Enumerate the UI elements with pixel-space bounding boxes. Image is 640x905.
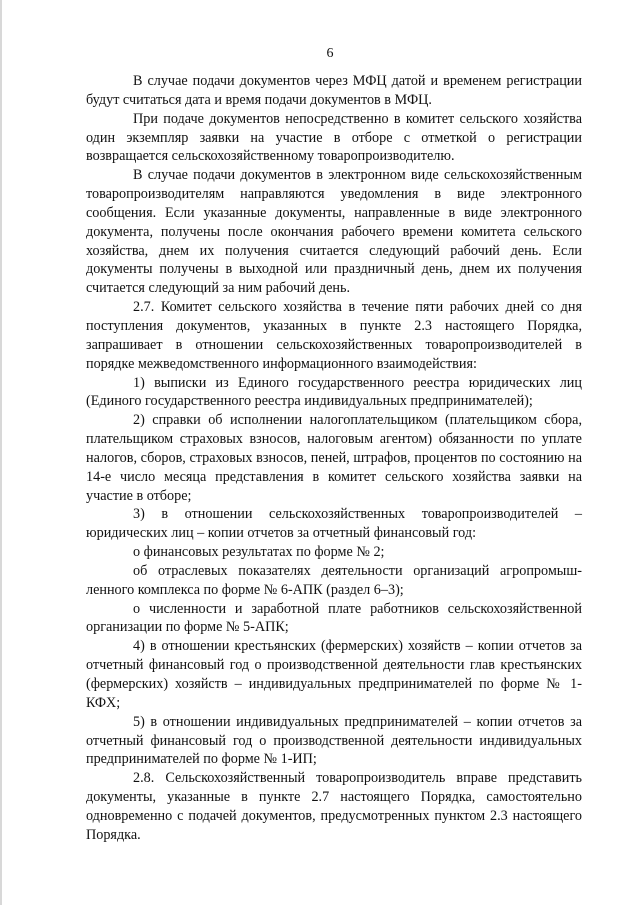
document-body bbox=[86, 72, 582, 845]
list-item-3: 3) в отношении сельскохозяйственных товаропроизводителей – юридических лиц – копии отчетов за отчетный финансовый год: bbox=[86, 506, 582, 542]
page-number: 6 bbox=[326, 46, 334, 61]
list-item-3-form-6-apk: об отраслевых показателях деятельности организаций агропромышленного комплекса по форме № 6-АПК (раздел 6–3); bbox=[86, 562, 582, 598]
paragraph-2-8: 2.8. Сельскохозяйственный товаропроизводитель вправе представить документы, указанные в пункте 2.7 настоящего Порядка, самостоятельно одновременно с подачей документов, предусмотренных пунктом 2.3 настоящего Порядка. bbox=[86, 770, 582, 843]
paragraph-electronic-submission: В случае подачи документов в электронном виде сельскохозяйственным товаропроизводителям направляются уведомления в виде электронного сообщения. Если указанные документы, направленные в виде электронного документа, получены после окончания рабочего времени комитета сельского хозяйства, днем их получения считается следующий рабочий день. Если документы получены в выходной или праздничный день, днем их получения считается следующий за ним рабочий день. bbox=[86, 167, 582, 297]
scan-edge bbox=[0, 0, 2, 905]
list-item-5: 5) в отношении индивидуальных предпринимателей – копии отчетов за отчетный финансовый год о производственной деятельности индивидуальных предпринимателей по форме № 1-ИП; bbox=[86, 713, 582, 768]
list-item-3-form-5-apk: о численности и заработной плате работников сельскохозяйственной организации по форме № 5-АПК; bbox=[86, 600, 582, 636]
list-item-4: 4) в отношении крестьянских (фермерских) хозяйств – копии отчетов за отчетный финансовый год о производственной деятельности глав крестьянских (фермерских) хозяйств – индивидуальных предпринимателей по форме № 1-КФХ; bbox=[86, 638, 582, 711]
list-item-2: 2) справки об исполнении налогоплательщиком (плательщиком сбора, плательщиком страховых взносов, налоговым агентом) обязанности по уплате налогов, сборов, страховых взносов, пеней, штрафов, процентов по состоянию на 14-е число месяца представления в комитет сельского хозяйства заявки на участие в отборе; bbox=[86, 412, 582, 504]
list-item-3-form-2: о финансовых результатах по форме № 2; bbox=[133, 544, 385, 561]
list-item-1: 1) выписки из Единого государственного реестра юридических лиц (Единого государственного реестра индивидуальных предпринимателей); bbox=[86, 374, 582, 410]
paragraph-2-7: 2.7. Комитет сельского хозяйства в течение пяти рабочих дней со дня поступления документов, указанных в пункте 2.3 настоящего Порядка, запрашивает в отношении сельскохозяйственных товаропроизводителей в порядке межведомственного информационного взаимодействия: bbox=[86, 299, 582, 372]
paragraph-direct-submission: При подаче документов непосредственно в комитет сельского хозяйства один экземпляр заявки на участие в отборе с отметкой о регистрации возвращается сельскохозяйственному товаропроизводителю. bbox=[86, 110, 582, 165]
paragraph-mfc-registration: В случае подачи документов через МФЦ датой и временем регистрации будут считаться дата и время подачи документов в МФЦ. bbox=[86, 73, 582, 108]
